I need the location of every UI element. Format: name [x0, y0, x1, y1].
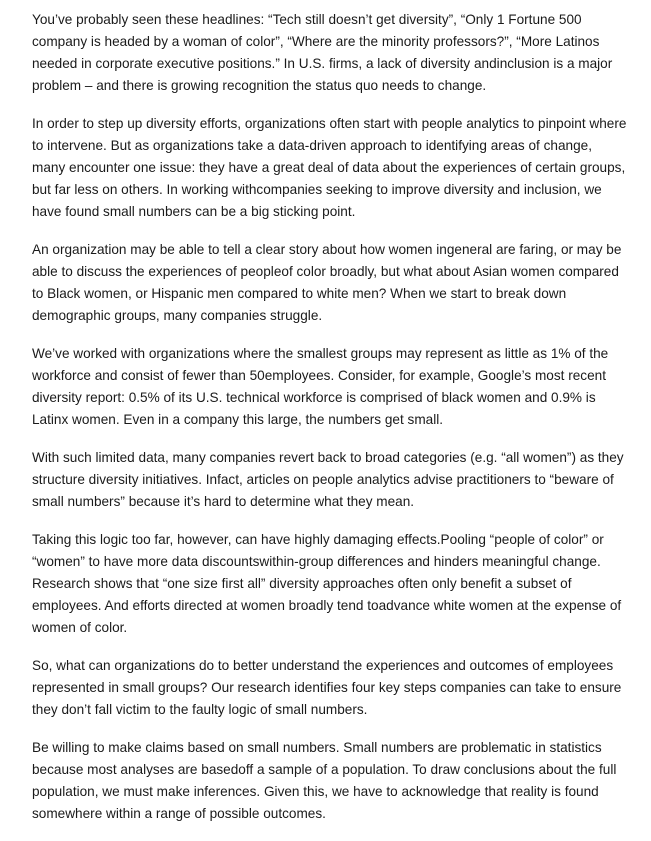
paragraph-small-number-claims: Be willing to make claims based on small numbers. Small numbers are problematic in statistics because most analyses are basedoff a sample of a population. To draw conclusions about the full population, we must make inferences. Given this, we have to acknowledge that reality is found somewhere within a range of possible outcomes. — [32, 740, 617, 821]
paragraph-broad-categories: With such limited data, many companies revert back to broad categories (e.g. “all women”) as they structure diversity initiatives. Infact, articles on people analytics advise practitioners to “beware of small numbers” because it’s hard to determine what they mean. — [32, 450, 624, 509]
paragraph-headlines: You’ve probably seen these headlines: “Tech still doesn’t get diversity”, “Only 1 Fortune 500 company is headed by a woman of color”, “Where are the minority professors?”, “More Latinos needed in corporate executive positions.” In U.S. firms, a lack of diversity andinclusion is a major problem – and there is growing recognition the status quo needs to change. — [32, 12, 613, 93]
paragraph-damaging-effects: Taking this logic too far, however, can have highly damaging effects.Pooling “people of color” or “women” to have more data discountswithin-group differences and hinders meaningful change. Research shows that “one size first all” diversity approaches often only benefit a subset of employees. And efforts directed at women broadly tend toadvance white women at the expense of women of color. — [32, 532, 622, 635]
paragraph-people-analytics: In order to step up diversity efforts, organizations often start with people analytics to pinpoint where to intervene. But as organizations take a data-driven approach to identifying areas of change, many encounter one issue: they have a great deal of data about the experiences of certain groups, but far less on others. In working withcompanies seeking to improve diversity and inclusion, we have found small numbers can be a big sticking point. — [32, 116, 627, 219]
paragraph-demographic-groups: An organization may be able to tell a clear story about how women ingeneral are faring, or may be able to discuss the experiences of peopleof color broadly, but what about Asian women compared to Black women, or Hispanic men compared to white men? When we start to break down demographic groups, many companies struggle. — [32, 242, 622, 323]
article-body — [32, 9, 628, 841]
paragraph-small-groups: We’ve worked with organizations where the smallest groups may represent as little as 1% of the workforce and consist of fewer than 50employees. Consider, for example, Google’s most recent diversity report: 0.5% of its U.S. technical workforce is comprised of black women and 0.9% is Latinx women. Even in a company this large, the numbers get small. — [32, 346, 609, 427]
paragraph-four-steps: So, what can organizations do to better understand the experiences and outcomes of employees represented in small groups? Our research identifies four key steps companies can take to ensure they don’t fall victim to the faulty logic of small numbers. — [32, 658, 622, 717]
